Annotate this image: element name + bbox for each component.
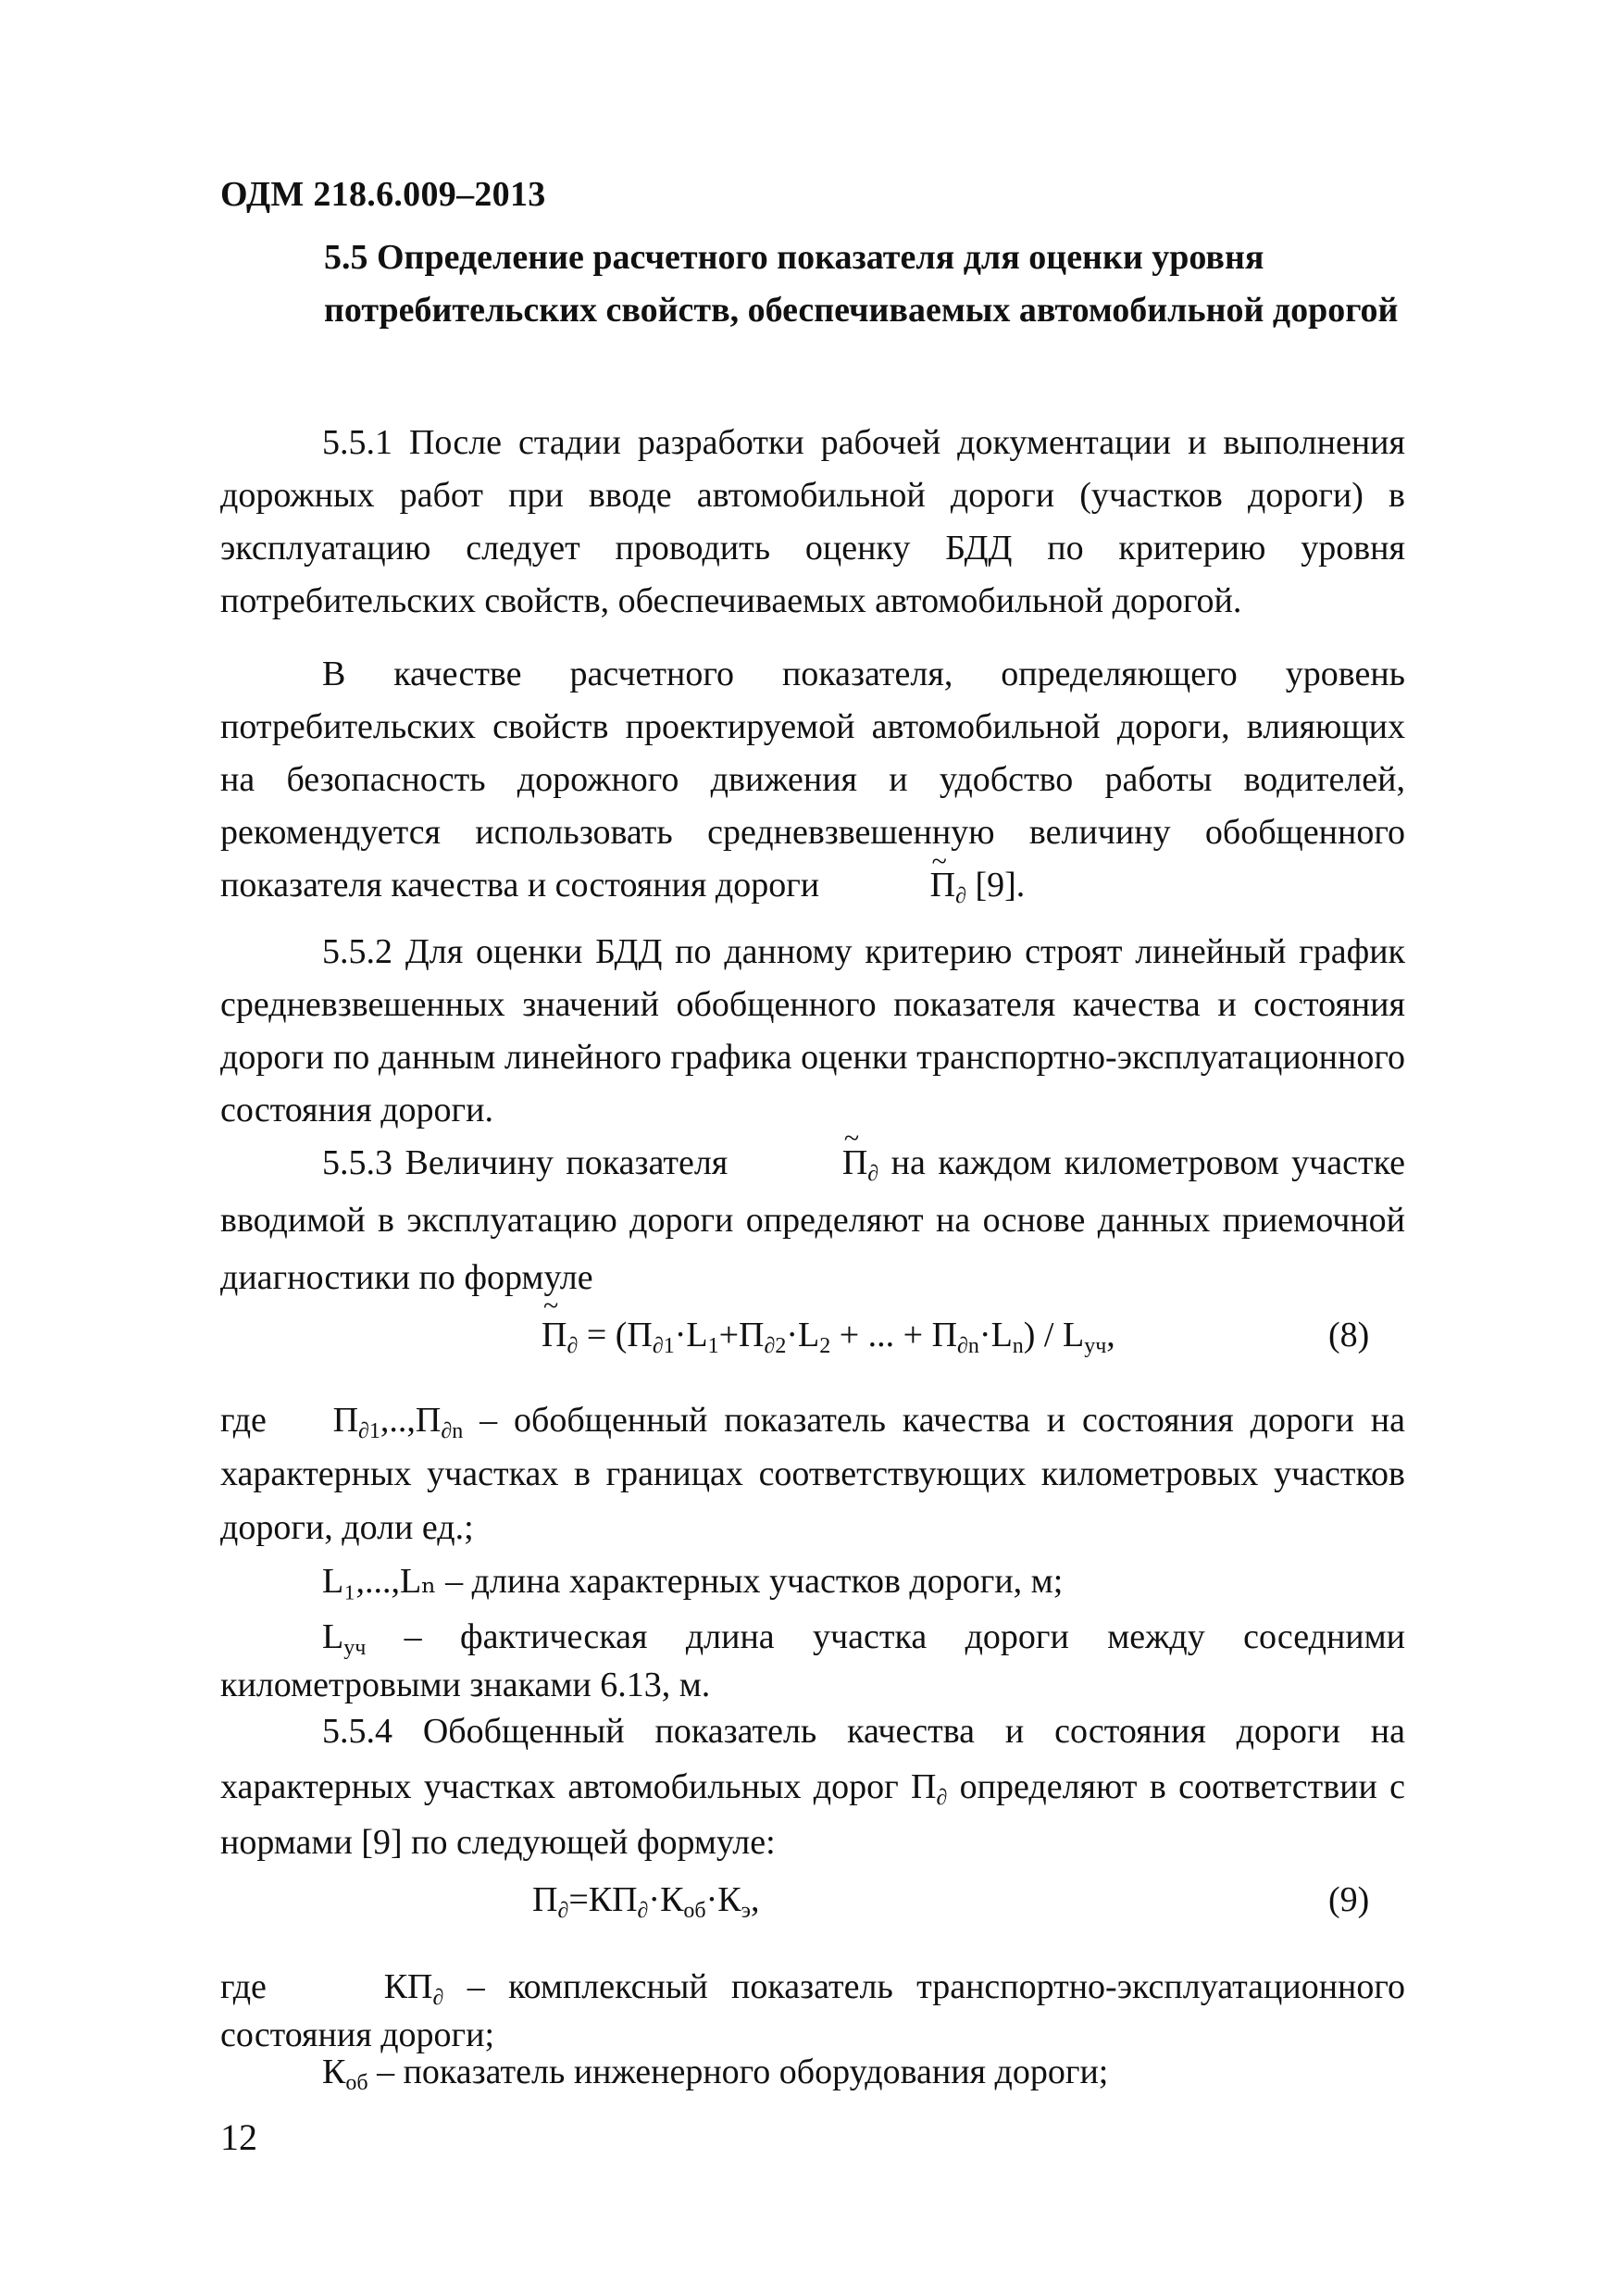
paragraph-text: [9].	[965, 866, 1026, 905]
formula-9-legend-a: где $КП_\partial$ – комплексный показатель транспортно-эксплуатационного состояния дороги;	[220, 1967, 1406, 2054]
formula-8: ~ $П_\partial = (П_{\partial 1}\cdot L_1+П_{\partial 2}\cdot L_2$ + ... + $П_{\partial n}\cdot L_n) / L_{уч}$,	[542, 1315, 1115, 1355]
paragraph-5-5-1: 5.5.1 После стадии разработки рабочей документации и выполнения дорожных работ при вводе автомобильной дороги (участков дороги) в эксплуатацию следует проводить оценку БДД по критерию уровня потребительских свойств, обеспечиваемых автомобильной дорогой.	[220, 423, 1405, 620]
paragraph-5-5-2: 5.5.2 Для оценки БДД по данному критерию строят линейный график средневзвешенных значений обобщенного показателя качества и состояния дороги по данным линейного графика оценки транспортно-эксплуатационного состояния дороги.	[220, 932, 1405, 1129]
paragraph-5-5-4: 5.5.4 Обобщенный показатель качества и состояния дороги на характерных участках автомобильных дорог $П_\partial$ определяют в соответствии с нормами [9] по следующей формуле:	[220, 1712, 1405, 1862]
equation-number-8: (8)	[1328, 1316, 1370, 1354]
section-heading: 5.5 Определение расчетного показателя для оценки уровня потребительских свойств, обеспечиваемых автомобильной дорогой	[324, 238, 1399, 330]
formula-8-legend-a: где $П_{\partial 1},..,П_{\partial n}$ – обобщенный показатель качества и состояния дороги на характерных участках в границах соответствующих километровых участков дороги, доли ед.;	[220, 1401, 1405, 1547]
formula-9-legend-b: $К_{об}$ – показатель инженерного оборудования дороги;	[322, 2053, 1109, 2095]
formula-8-legend-c: $L_{уч}$ – фактическая длина участка дороги между соседними километровыми знаками 6.13, м.	[220, 1617, 1405, 1704]
formula-9: $П_\partial=КП_\partial\cdot К_{об}\cdot К_э$,	[532, 1880, 760, 1923]
where-label: где	[220, 1967, 267, 2006]
paragraph-text: В качестве расчетного показателя, определяющего уровень потребительских свойств проектируемой автомобильной дороги, влияющих на безопасность дорожного движения и удобство работы водителей, рекомендуется использовать средневзвешенную величину обобщенного показателя качества и состояния дороги	[220, 655, 1405, 905]
subscript-d: ∂	[955, 884, 966, 908]
document-code: ОДМ 218.6.009–2013	[220, 175, 546, 214]
symbol-p-avg: ~ П	[828, 859, 955, 912]
paragraph-5-5-1-continued	[220, 648, 1405, 912]
formula-8-legend-b: L₁,...,Lₙ – длина характерных участков дороги, м;	[322, 1562, 1064, 1601]
equation-number-9: (9)	[1328, 1880, 1370, 1919]
page-number: 12	[220, 2116, 257, 2158]
paragraph-5-5-3: 5.5.3 Величину показателя ~ $П_\partial$ на каждом километровом участке вводимой в эксплуатацию дороги определяют на основе данных приемочной диагностики по формуле	[220, 1134, 1405, 1306]
symbol-p-avg: ~ П	[741, 1134, 867, 1192]
where-label: где	[220, 1401, 267, 1440]
